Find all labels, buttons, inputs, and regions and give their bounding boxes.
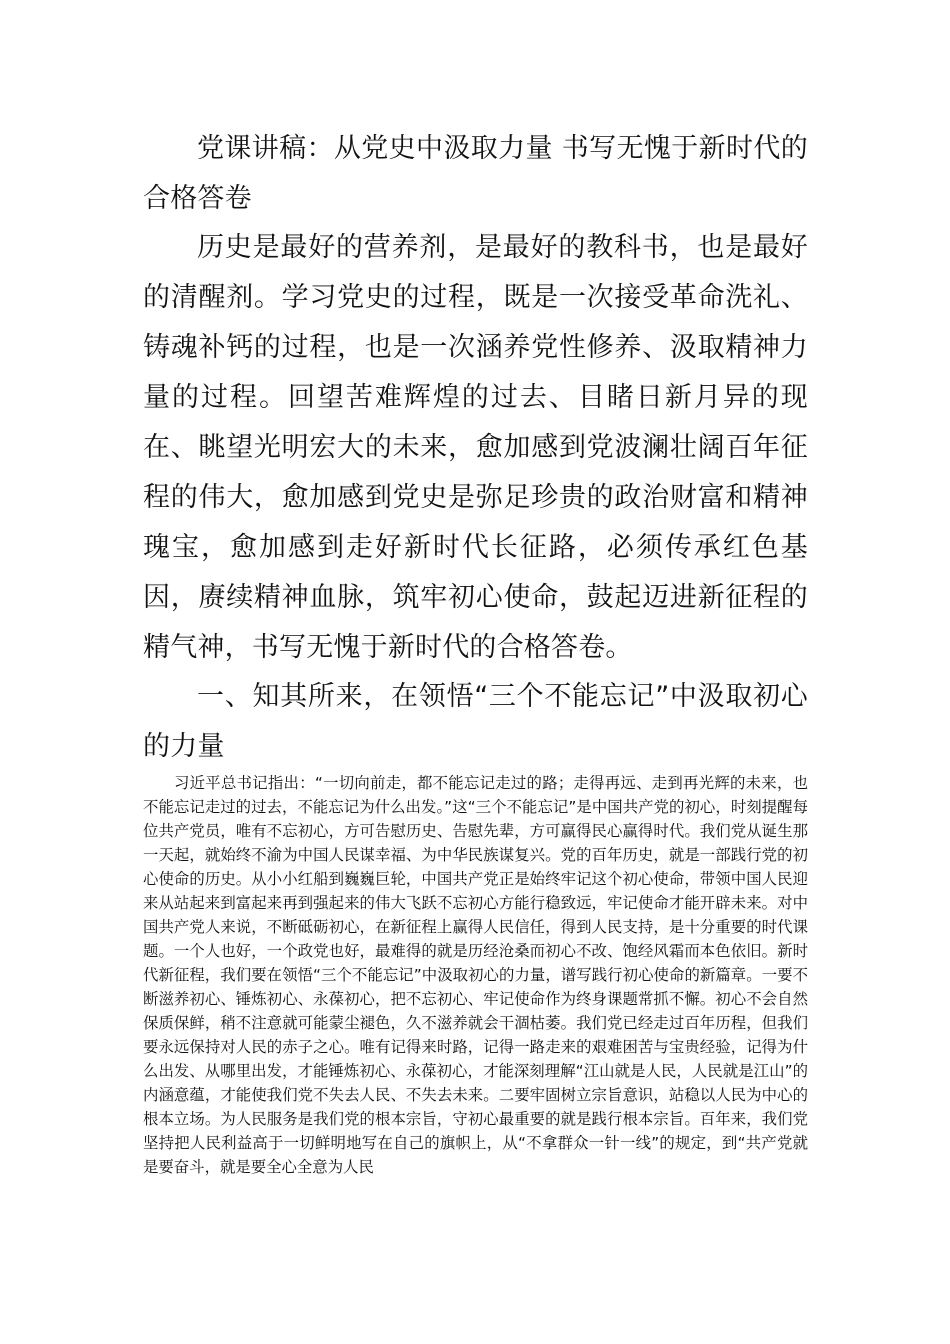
intro-paragraph: 历史是最好的营养剂，是最好的教科书，也是最好的清醒剂。学习党史的过程，既是一次接受革命洗礼、铸魂补钙的过程，也是一次涵养党性修养、汲取精神力量的过程。回望苦难辉煌的过去、目睹日新月异的现在、眺望光明宏大的未来，愈加感到党波澜壮阔百年征程的伟大，愈加感到党史是弥足珍贵的政治财富和精神瑰宝，愈加感到走好新时代长征路，必须传承红色基因，赓续精神血脉，筑牢初心使命，鼓起迈进新征程的精气神，书写无愧于新时代的合格答卷。 (143, 232, 808, 663)
document-title: 党课讲稿：从党史中汲取力量 书写无愧于新时代的合格答卷 (143, 133, 808, 214)
section-heading: 一、知其所来，在领悟“三个不能忘记”中汲取初心的力量 (143, 681, 808, 762)
body-paragraph: 习近平总书记指出：“一切向前走，都不能忘记走过的路；走得再远、走到再光辉的未来，也不能忘记走过的过去，不能忘记为什么出发。”这“三个不能忘记”是中国共产党的初心，时刻提醒每位共产党员，唯有不忘初心，方可告慰历史、告慰先辈，方可赢得民心赢得时代。我们党从诞生那一天起，就始终不渝为中国人民谋幸福、为中华民族谋复兴。党的百年历史，就是一部践行党的初心使命的历史。从小小红船到巍巍巨轮，中国共产党正是始终牢记这个初心使命，带领中国人民迎来从站起来到富起来再到强起来的伟大飞跃不忘初心方能行稳致远，牢记使命才能开辟未来。对中国共产党人来说，不断砥砺初心，在新征程上赢得人民信任，得到人民支持，是十分重要的时代课题。一个人也好，一个政党也好，最难得的就是历经沧桑而初心不改、饱经风霜而本色依旧。新时代新征程，我们要在领悟“三个不能忘记”中汲取初心的力量，谱写践行初心使命的新篇章。一要不断滋养初心、锤炼初心、永葆初心，把不忘初心、牢记使命作为终身课题常抓不懈。初心不会自然保质保鲜，稍不注意就可能蒙尘褪色，久不滋养就会干涸枯萎。我们党已经走过百年历程，但我们要永远保持对人民的赤子之心。唯有记得来时路，记得一路走来的艰难困苦与宝贵经验，记得为什么出发、从哪里出发，才能锤炼初心、永葆初心，才能深刻理解“江山就是人民，人民就是江山”的内涵意蕴，才能使我们党不失去人民、不失去未来。二要牢固树立宗旨意识，站稳以人民为中心的根本立场。为人民服务是我们党的根本宗旨，守初心最重要的就是践行根本宗旨。百年来，我们党坚持把人民利益高于一切鲜明地写在自己的旗帜上，从“不拿群众一针一线”的规定，到“共产党就是要奋斗，就是要全心全意为人民 (143, 774, 808, 1176)
